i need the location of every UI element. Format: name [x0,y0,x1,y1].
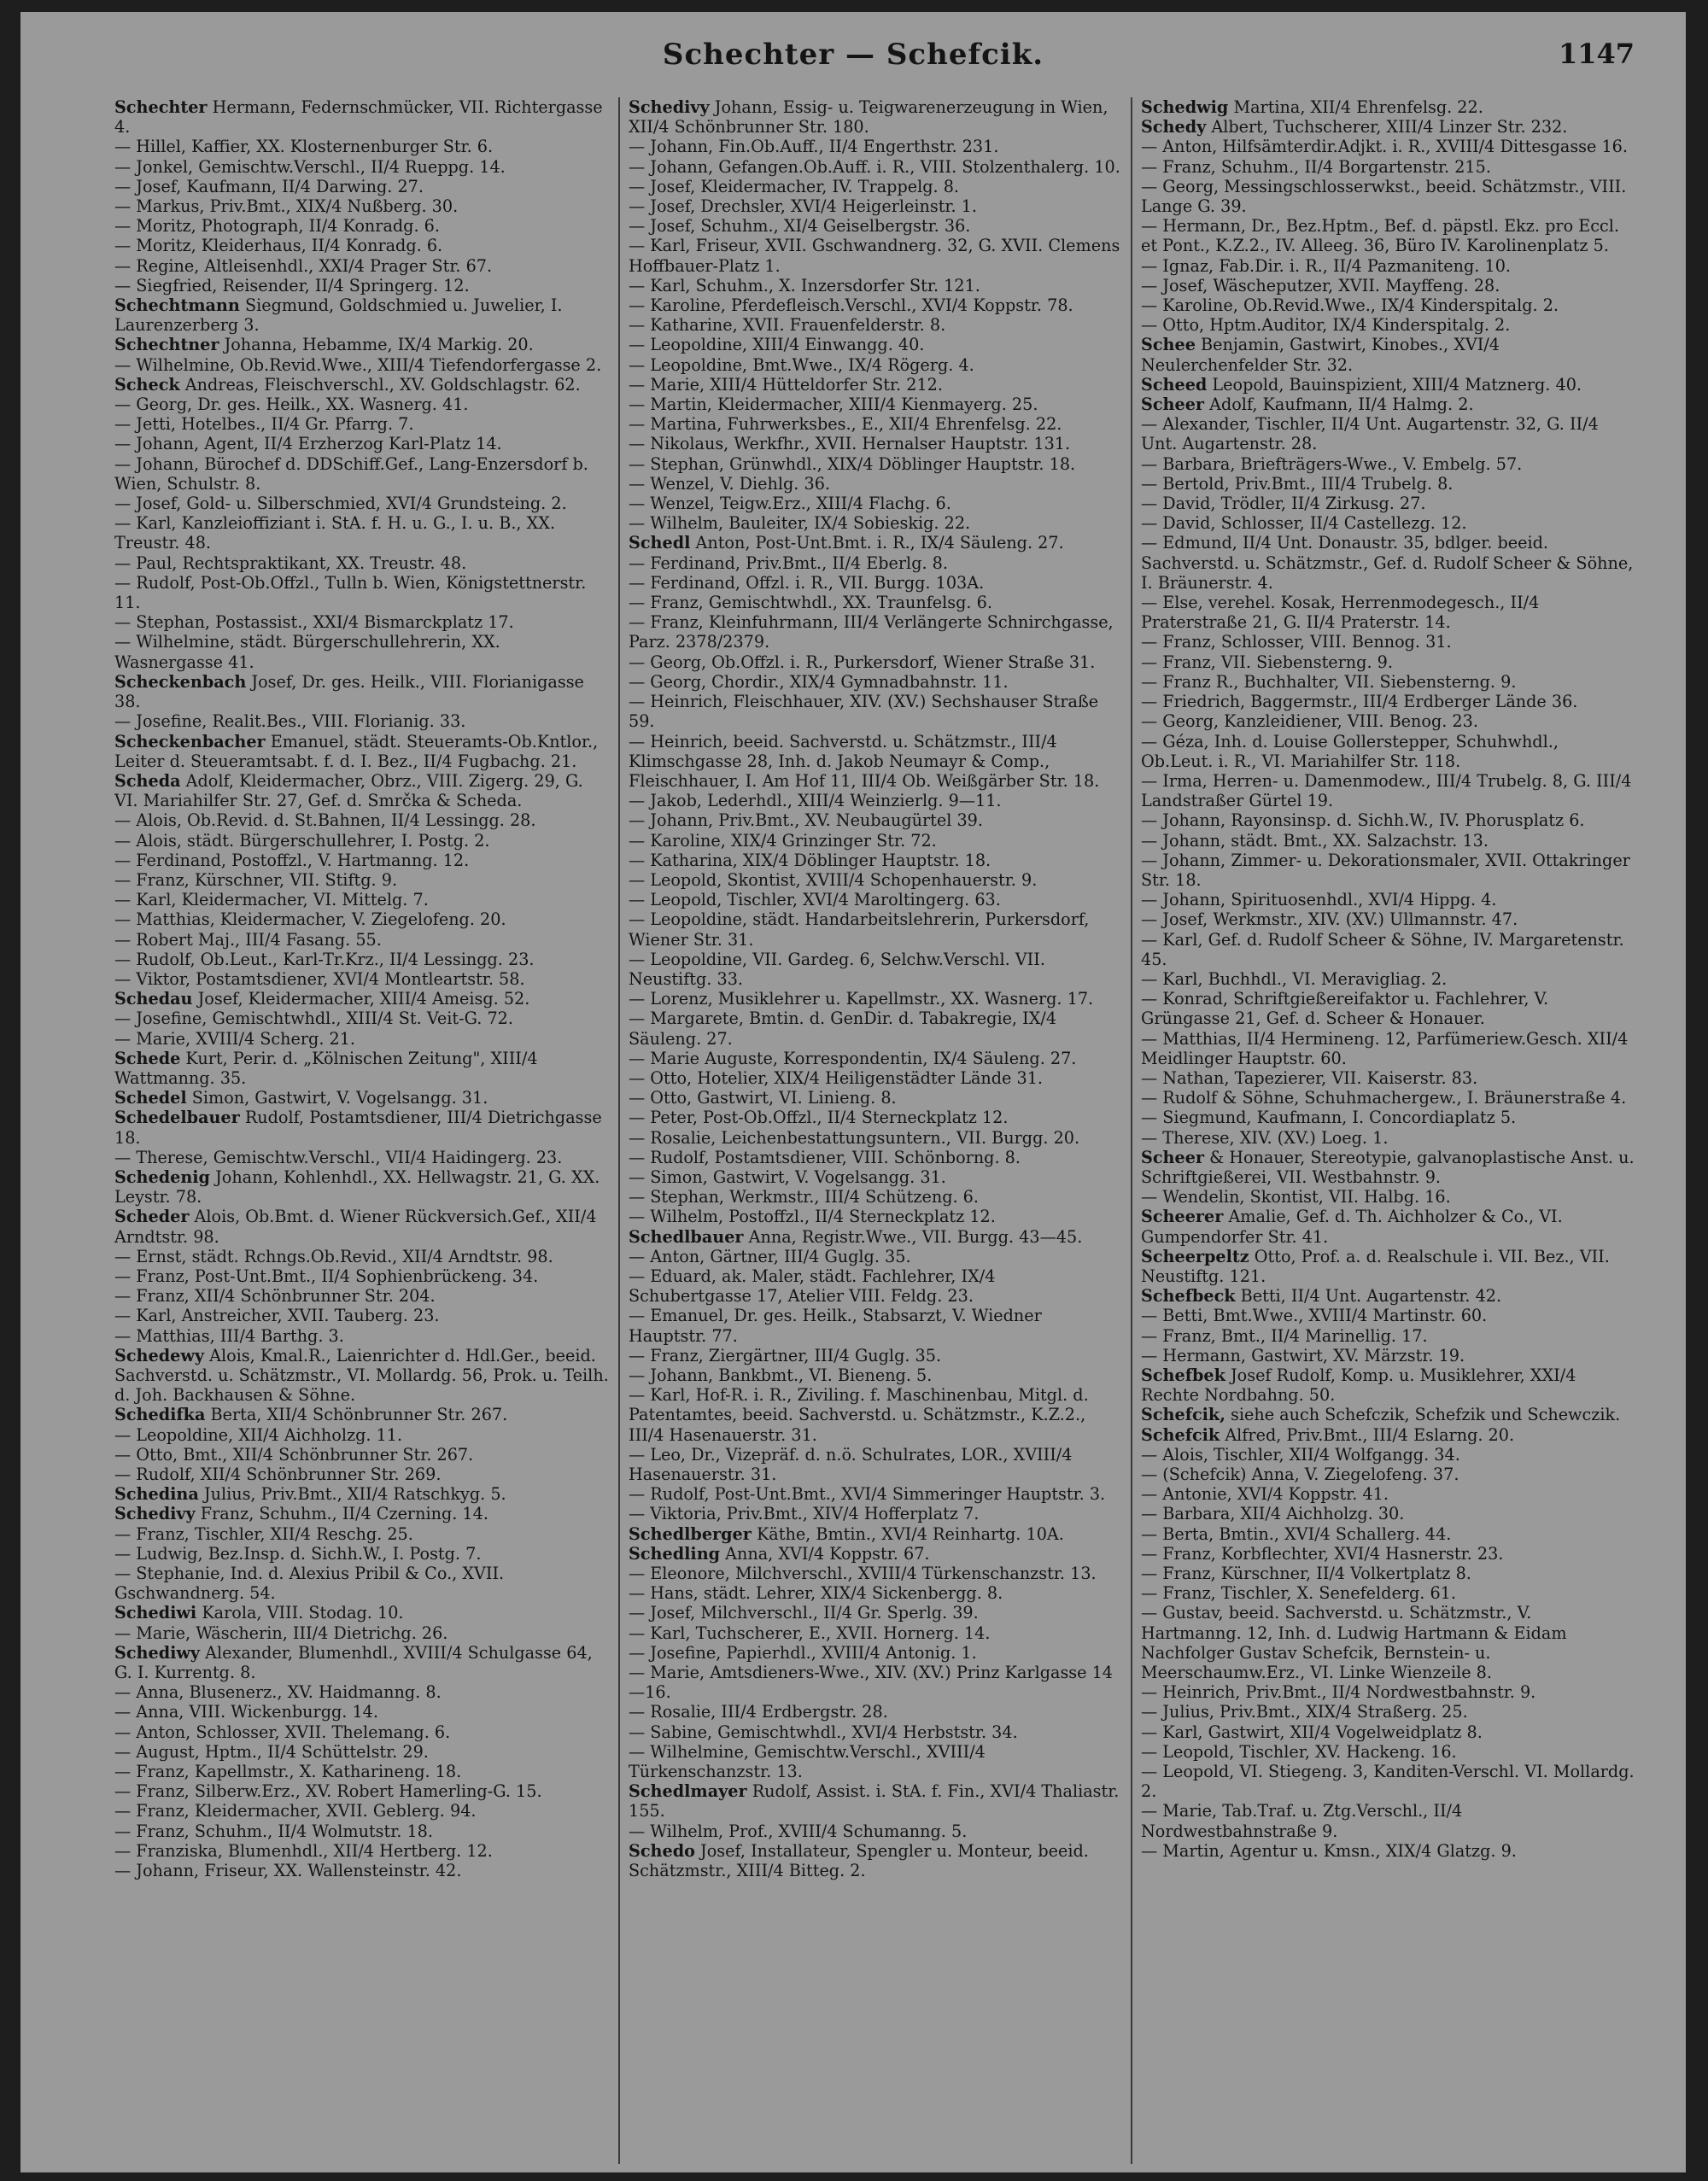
directory-entry: Schedl Anton, Post-Unt.Bmt. i. R., IX/4 Säuleng. 27. [629,533,1064,553]
directory-entry: — Franz, Kürschner, II/4 Volkertplatz 8. [1141,1564,1471,1584]
directory-entry: — Johann, Priv.Bmt., XV. Neubaugürtel 39. [629,810,983,831]
directory-entry: — Leopoldine, VII. Gardeg. 6, Selchw.Verschl. VII. Neustiftg. 33. [629,949,1045,989]
directory-entry: — Katharine, XVII. Frauenfelderstr. 8. [629,315,946,336]
directory-entry: — Franz R., Buchhalter, VII. Siebensterng. 9. [1141,671,1517,692]
directory-entry: — Alois, Tischler, XII/4 Wolfgangg. 34. [1141,1444,1460,1465]
directory-entry: — Berta, Bmtin., XVI/4 Schallerg. 44. [1141,1523,1452,1544]
directory-entry: — Siegfried, Reisender, II/4 Springerg. 12. [114,275,470,295]
directory-entry: — Anton, Hilfsämterdir.Adjkt. i. R., XVIII/4 Dittesgasse 16. [1141,137,1628,157]
directory-entry: — Antonie, XVI/4 Koppstr. 41. [1141,1484,1389,1505]
directory-entry: Schedenig Johann, Kohlenhdl., XX. Hellwagstr. 21, G. XX. Leystr. 78. [114,1167,600,1207]
directory-entry: — Else, verehel. Kosak, Herrenmodegesch., II/4 Praterstraße 21, G. II/4 Praterstr. 14. [1141,593,1540,633]
directory-entry: — Ludwig, Bez.Insp. d. Sichh.W., I. Postg. 7. [114,1543,482,1564]
directory-entry: — Wilhelm, Postoffzl., II/4 Sterneckplatz 12. [629,1207,996,1227]
directory-entry: — Karl, Anstreicher, XVII. Tauberg. 23. [114,1306,440,1326]
directory-entry: — Josef, Werkmstr., XIV. (XV.) Ullmannstr. 47. [1141,909,1518,930]
directory-entry: — Franziska, Blumenhdl., XII/4 Hertberg. 12. [114,1840,493,1861]
directory-entry: Schedwig Martina, XII/4 Ehrenfelsg. 22. [1141,97,1483,117]
directory-entry: — Johann, Friseur, XX. Wallensteinstr. 42. [114,1861,462,1881]
directory-entry: Scheck Andreas, Fleischverschl., XV. Goldschlagstr. 62. [114,374,581,395]
directory-entry: — Katharina, XIX/4 Döblinger Hauptstr. 18. [629,850,991,870]
directory-entry: Scheer & Honauer, Stereotypie, galvanoplastische Anst. u. Schriftgießerei, VII. Westbahnstr. 9. [1141,1147,1635,1187]
directory-entry: Schechter Hermann, Federnschmücker, VII. Richtergasse 4. [114,97,603,137]
directory-entry: — Martina, Fuhrwerksbes., E., XII/4 Ehrenfelsg. 22. [629,414,1062,435]
directory-entry: Scheckenbach Josef, Dr. ges. Heilk., VIII. Florianigasse 38. [114,671,584,712]
directory-entry: — Géza, Inh. d. Louise Gollerstepper, Schuhwhdl., Ob.Leut. i. R., VI. Mariahilfer Str. 118. [1141,731,1559,771]
directory-entry: — Rosalie, Leichenbestattungsuntern., VII. Burgg. 20. [629,1127,1080,1148]
directory-entry: Schedau Josef, Kleidermacher, XIII/4 Ameisg. 52. [114,989,530,1009]
directory-entry: — Rudolf & Söhne, Schuhmachergew., I. Bräunerstraße 4. [1141,1088,1627,1108]
directory-entry: — Marie, Wäscherin, III/4 Dietrichg. 26. [114,1623,448,1643]
directory-entry: — Anton, Gärtner, III/4 Guglg. 35. [629,1246,911,1266]
directory-entry: — Karl, Buchhdl., VI. Meravigliag. 2. [1141,968,1448,989]
directory-entry: — Rudolf, Ob.Leut., Karl-Tr.Krz., II/4 Lessingg. 23. [114,949,535,969]
directory-entry: — Leopoldine, Bmt.Wwe., IX/4 Rögerg. 4. [629,354,974,375]
directory-entry: — Jetti, Hotelbes., II/4 Gr. Pfarrg. 7. [114,414,414,435]
column-3 [1131,97,1643,2164]
directory-entry: Scheerer Amalie, Gef. d. Th. Aichholzer & Co., VI. Gumpendorfer Str. 41. [1141,1207,1563,1247]
directory-entry: — Karl, Friseur, XVII. Gschwandnerg. 32, G. XVII. Clemens Hoffbauer-Platz 1. [629,236,1120,276]
directory-entry: Schechtner Johanna, Hebamme, IX/4 Markig. 20. [114,335,534,355]
directory-entry: — Leopold, Tischler, XVI/4 Maroltingerg. 63. [629,890,1001,910]
directory-entry: — Edmund, II/4 Unt. Donaustr. 35, bdlger. beeid. Sachverstd. u. Schätzmstr., Gef. d. Rudolf Scheer & Söhne, I. Bräunerstr. 4. [1141,533,1634,593]
directory-entry: — Jakob, Lederhdl., XIII/4 Weinzierlg. 9—11. [629,791,1002,811]
directory-entry: — Josef, Wäscheputzer, XVII. Mayffeng. 28. [1141,275,1500,295]
directory-entry: — Therese, Gemischtw.Verschl., VII/4 Haidingerg. 23. [114,1147,563,1167]
directory-entry: Schechtmann Siegmund, Goldschmied u. Juwelier, I. Laurenzerberg 3. [114,295,563,336]
directory-entry: Schedlbauer Anna, Registr.Wwe., VII. Burgg. 43—45. [629,1226,1083,1247]
directory-entry: Schefbek Josef Rudolf, Komp. u. Musiklehrer, XXI/4 Rechte Nordbahng. 50. [1141,1365,1576,1406]
directory-entry: — Johann, Gefangen.Ob.Auff. i. R., VIII. Stolzenthalerg. 10. [629,156,1120,177]
directory-entry: — Eduard, ak. Maler, städt. Fachlehrer, IX/4 Schubertgasse 17, Atelier VIII. Feldg. 23. [629,1266,996,1307]
directory-entry: — August, Hptm., II/4 Schüttelstr. 29. [114,1741,429,1762]
directory-entry: Schefbeck Betti, II/4 Unt. Augartenstr. 42. [1141,1286,1502,1307]
directory-entry: — Karl, Kanzleioffiziant i. StA. f. H. u. G., I. u. B., XX. Treustr. 48. [114,513,556,553]
directory-entry: — Georg, Kanzleidiener, VIII. Benog. 23. [1141,711,1478,732]
directory-entry: — Gustav, beeid. Sachverstd. u. Schätzmstr., V. Hartmanng. 12, Inh. d. Ludwig Hartmann & Eidam Nachfolger Gustav Schefcik, Bernstein- u. Meerschaumw.Erz., VI. Linke Wienzeile 8. [1141,1603,1567,1683]
directory-entry: — Franz, Schlosser, VIII. Bennog. 31. [1141,632,1452,652]
directory-entry: — Marie Auguste, Korrespondentin, IX/4 Säuleng. 27. [629,1048,1077,1068]
directory-entry: — Alois, städt. Bürgerschullehrer, I. Postg. 2. [114,830,490,851]
directory-entry: — Leopold, Tischler, XV. Hackeng. 16. [1141,1741,1457,1762]
directory-entry: — Wilhelm, Bauleiter, IX/4 Sobieskig. 22. [629,513,971,534]
directory-entry: — Josef, Kaufmann, II/4 Darwing. 27. [114,176,424,196]
directory-entry: Scheda Adolf, Kleidermacher, Obrz., VIII. Zigerg. 29, G. VI. Mariahilfer Str. 27, Gef. d. Smrčka & Scheda. [114,770,583,811]
directory-entry: — Leopold, Skontist, XVIII/4 Schopenhauerstr. 9. [629,869,1038,890]
directory-entry: Schedifka Berta, XII/4 Schönbrunner Str. 267. [114,1405,508,1425]
directory-entry: — Nikolaus, Werkfhr., XVII. Hernalser Hauptstr. 131. [629,434,1071,454]
directory-entry: — Johann, Bürochef d. DDSchiff.Gef., Lang-Enzersdorf b. Wien, Schulstr. 8. [114,453,588,494]
directory-entry: — Ignaz, Fab.Dir. i. R., II/4 Pazmaniteng. 10. [1141,255,1512,276]
directory-entry: — David, Trödler, II/4 Zirkusg. 27. [1141,494,1426,514]
directory-entry: — Karl, Kleidermacher, VI. Mittelg. 7. [114,890,429,910]
directory-entry: — Eleonore, Milchverschl., XVIII/4 Türkenschanzstr. 13. [629,1564,1097,1584]
directory-entry: — Ernst, städt. Rchngs.Ob.Revid., XII/4 Arndtstr. 98. [114,1246,553,1266]
directory-entry: — Johann, Zimmer- u. Dekorationsmaler, XVII. Ottakringer Str. 18. [1141,850,1630,890]
directory-entry: — Wenzel, Teigw.Erz., XIII/4 Flachg. 6. [629,494,951,514]
directory-entry: — Josefine, Papierhdl., XVIII/4 Antonig. 1. [629,1642,977,1663]
directory-entry: — Wendelin, Skontist, VII. Halbg. 16. [1141,1187,1451,1207]
directory-entry: Schedivy Johann, Essig- u. Teigwarenerzeugung in Wien, XII/4 Schönbrunner Str. 180. [629,97,1108,137]
directory-entry: Scheder Alois, Ob.Bmt. d. Wiener Rückversich.Gef., XII/4 Arndtstr. 98. [114,1207,597,1247]
directory-entry: — Leo, Dr., Vizepräf. d. n.ö. Schulrates, LOR., XVIII/4 Hasenauerstr. 31. [629,1444,1073,1485]
directory-entry: Schefcik Alfred, Priv.Bmt., III/4 Eslarng. 20. [1141,1424,1515,1445]
directory-entry: — Franz, Schuhm., II/4 Wolmutstr. 18. [114,1821,433,1841]
directory-entry: — Otto, Hptm.Auditor, IX/4 Kinderspitalg. 2. [1141,315,1511,336]
directory-entry: — Heinrich, beeid. Sachverstd. u. Schätzmstr., III/4 Klimschgasse 28, Inh. d. Jakob Neumayr & Comp., Fleischhauer, I. Am Hof 11, III/4 Ob. Weißgärber Str. 18. [629,731,1100,791]
directory-entry: — Otto, Hotelier, XIX/4 Heiligenstädter Lände 31. [629,1067,1043,1088]
directory-entry: — Betti, Bmt.Wwe., XVIII/4 Martinstr. 60. [1141,1306,1488,1326]
directory-entry: — Franz, Tischler, X. Senefelderg. 61. [1141,1583,1456,1604]
directory-entry: — Josef, Drechsler, XVI/4 Heigerleinstr. 1. [629,196,977,217]
directory-entry: Schedlberger Käthe, Bmtin., XVI/4 Reinhartg. 10A. [629,1523,1064,1544]
directory-entry: — Leopoldine, XIII/4 Einwangg. 40. [629,335,925,355]
page-number: 1147 [1558,38,1635,70]
directory-entry: — Wenzel, V. Diehlg. 36. [629,473,831,494]
directory-entry: — Stephan, Grünwhdl., XIX/4 Döblinger Hauptstr. 18. [629,453,1076,474]
directory-entry: — Alois, Ob.Revid. d. St.Bahnen, II/4 Lessingg. 28. [114,810,536,831]
directory-entry: Schediwy Alexander, Blumenhdl., XVIII/4 Schulgasse 64, G. I. Kurrentg. 8. [114,1642,593,1683]
directory-entry: — Rudolf, XII/4 Schönbrunner Str. 269. [114,1465,442,1485]
directory-entry: — Viktor, Postamtsdiener, XVI/4 Montleartstr. 58. [114,968,525,989]
directory-entry: — Hillel, Kaffier, XX. Klosternenburger Str. 6. [114,137,494,157]
directory-entry: — Franz, Kapellmstr., X. Katharineng. 18. [114,1762,462,1782]
directory-entry: — Franz, Ziergärtner, III/4 Guglg. 35. [629,1345,942,1365]
directory-entry: — Matthias, II/4 Hermineng. 12, Parfümeriew.Gesch. XII/4 Meidlinger Hauptstr. 60. [1141,1028,1629,1068]
directory-entry: Schedel Simon, Gastwirt, V. Vogelsangg. 31. [114,1088,488,1108]
directory-entry: — Georg, Ob.Offzl. i. R., Purkersdorf, Wiener Straße 31. [629,652,1096,672]
directory-entry: — Anna, VIII. Wickenburgg. 14. [114,1702,378,1722]
directory-entry: — Otto, Gastwirt, VI. Linieng. 8. [629,1088,897,1108]
directory-entry: — Franz, Gemischtwhdl., XX. Traunfelsg. 6. [629,593,992,613]
directory-entry: — Paul, Rechtspraktikant, XX. Treustr. 48. [114,553,467,573]
directory-entry: — Markus, Priv.Bmt., XIX/4 Nußberg. 30. [114,196,459,217]
directory-entry: — Franz, Post-Unt.Bmt., II/4 Sophienbrückeng. 34. [114,1266,539,1286]
directory-entry: — Josef, Schuhm., XI/4 Geiselbergstr. 36. [629,216,971,237]
directory-entry: — Otto, Bmt., XII/4 Schönbrunner Str. 267. [114,1444,474,1465]
directory-entry: — Stephan, Werkmstr., III/4 Schützeng. 6. [629,1187,979,1207]
directory-entry: — Matthias, III/4 Barthg. 3. [114,1325,344,1346]
directory-entry: — Barbara, XII/4 Aichholzg. 30. [1141,1504,1405,1524]
directory-entry: — Karl, Hof-R. i. R., Ziviling. f. Maschinenbau, Mitgl. d. Patentamtes, beeid. Sachverstd. u. Schätzmstr., K.Z.2., III/4 Hasenauerstr. 31. [629,1385,1089,1445]
directory-entry: — Lorenz, Musiklehrer u. Kapellmstr., XX. Wasnerg. 17. [629,989,1094,1009]
directory-entry: — Robert Maj., III/4 Fasang. 55. [114,929,382,950]
directory-entry: — Hermann, Dr., Bez.Hptm., Bef. d. päpstl. Ekz. pro Eccl. et Pont., K.Z.2., IV. Alleeg. 36, Büro IV. Karolinenplatz 5. [1141,216,1619,256]
directory-entry: — Anna, Blusenerz., XV. Haidmanng. 8. [114,1682,442,1703]
directory-entry: — Jonkel, Gemischtw.Verschl., II/4 Rueppg. 14. [114,156,506,177]
directory-entry: — Anton, Schlosser, XVII. Thelemang. 6. [114,1722,451,1742]
directory-entry: Schee Benjamin, Gastwirt, Kinobes., XVI/4 Neulerchenfelder Str. 32. [1141,335,1500,375]
directory-entry: — Leopoldine, XII/4 Aichholzg. 11. [114,1424,403,1445]
directory-entry: — Franz, XII/4 Schönbrunner Str. 204. [114,1286,436,1307]
directory-entry: — Stephan, Postassist., XXI/4 Bismarckplatz 17. [114,612,514,633]
directory-entry: — Wilhelmine, städt. Bürgerschullehrerin, XX. Wasnergasse 41. [114,632,500,672]
directory-entry: — Karl, Schuhm., X. Inzersdorfer Str. 121. [629,275,980,295]
directory-entry: — (Schefcik) Anna, V. Ziegelofeng. 37. [1141,1465,1459,1485]
directory-entry: — Franz, Korbflechter, XVI/4 Hasnerstr. 23. [1141,1543,1504,1564]
directory-entry: — Karl, Gastwirt, XII/4 Vogelweidplatz 8. [1141,1722,1483,1742]
directory-entry: — Rudolf, Post-Unt.Bmt., XVI/4 Simmeringer Hauptstr. 3. [629,1484,1106,1505]
directory-entry: Scheckenbacher Emanuel, städt. Steueramts-Ob.Kntlor., Leiter d. Steueramtsabt. f. d. I. Bez., II/4 Fugbachg. 21. [114,731,599,771]
directory-entry: Schediwi Karola, VIII. Stodag. 10. [114,1603,404,1623]
directory-entry: — Moritz, Photograph, II/4 Konradg. 6. [114,216,440,237]
directory-entry: — Julius, Priv.Bmt., XIX/4 Straßerg. 25. [1141,1702,1468,1722]
column-1 [106,97,618,2164]
directory-entry: — Rosalie, III/4 Erdbergstr. 28. [629,1702,888,1722]
directory-entry: — Heinrich, Priv.Bmt., II/4 Nordwestbahnstr. 9. [1141,1682,1536,1703]
columns [106,97,1660,2164]
directory-entry: — Ferdinand, Priv.Bmt., II/4 Eberlg. 8. [629,553,948,573]
directory-entry: Schedewy Alois, Kmal.R., Laienrichter d. Hdl.Ger., beeid. Sachverstd. u. Schätzmstr., VI. Mollardg. 56, Prok. u. Teilh. d. Joh. Backhausen & Söhne. [114,1345,609,1406]
directory-entry: — Josefine, Realit.Bes., VIII. Florianig. 33. [114,711,466,732]
directory-entry: Schedy Albert, Tuchscherer, XIII/4 Linzer Str. 232. [1141,117,1568,137]
directory-entry: Scheer Adolf, Kaufmann, II/4 Halmg. 2. [1141,395,1474,415]
directory-entry: — Moritz, Kleiderhaus, II/4 Konradg. 6. [114,236,443,256]
directory-entry: — Siegmund, Kaufmann, I. Concordiaplatz 5. [1141,1108,1517,1128]
directory-entry: Schedling Anna, XVI/4 Koppstr. 67. [629,1543,930,1564]
directory-entry: — Franz, VII. Siebensterng. 9. [1141,652,1393,672]
directory-entry: — Therese, XIV. (XV.) Loeg. 1. [1141,1127,1389,1148]
directory-entry: — Johann, Spirituosenhdl., XVI/4 Hippg. 4. [1141,890,1497,910]
directory-entry: — Regine, Altleisenhdl., XXI/4 Prager Str. 67. [114,255,493,276]
directory-entry: — Wilhelm, Prof., XVIII/4 Schumanng. 5. [629,1821,968,1841]
directory-entry: — Karoline, Ob.Revid.Wwe., IX/4 Kinderspitalg. 2. [1141,295,1559,316]
directory-entry: — Karl, Gef. d. Rudolf Scheer & Söhne, IV. Margaretenstr. 45. [1141,929,1624,969]
directory-entry: Schedina Julius, Priv.Bmt., XII/4 Ratschkyg. 5. [114,1484,506,1505]
directory-entry: Schedlmayer Rudolf, Assist. i. StA. f. Fin., XVI/4 Thaliastr. 155. [629,1781,1120,1821]
directory-entry: — Barbara, Briefträgers-Wwe., V. Embelg. 57. [1141,453,1523,474]
directory-entry: — Leopold, VI. Stiegeng. 3, Kanditen-Verschl. VI. Mollardg. 2. [1141,1762,1635,1802]
directory-entry: Schedivy Franz, Schuhm., II/4 Czerning. 14. [114,1504,488,1524]
directory-entry: — Friedrich, Baggermstr., III/4 Erdberger Lände 36. [1141,692,1578,712]
directory-entry: Scheerpeltz Otto, Prof. a. d. Realschule i. VII. Bez., VII. Neustiftg. 121. [1141,1246,1610,1286]
directory-entry: — Wilhelmine, Ob.Revid.Wwe., XIII/4 Tiefendorfergasse 2. [114,354,602,375]
directory-entry: — Marie, Amtsdieners-Wwe., XIV. (XV.) Prinz Karlgasse 14—16. [629,1663,1114,1703]
directory-entry: — Nathan, Tapezierer, VII. Kaiserstr. 83. [1141,1067,1478,1088]
directory-entry: Scheed Leopold, Bauinspizient, XIII/4 Matznerg. 40. [1141,374,1582,395]
directory-entry: — Franz, Silberw.Erz., XV. Robert Hamerling-G. 15. [114,1781,542,1802]
directory-entry: Schedo Josef, Installateur, Spengler u. Monteur, beeid. Schätzmstr., XIII/4 Bitteg. 2. [629,1840,1089,1881]
directory-entry: — Rudolf, Post-Ob.Offzl., Tulln b. Wien, Königstettnerstr. 11. [114,572,587,613]
directory-entry: — Franz, Kürschner, VII. Stiftg. 9. [114,869,398,890]
directory-entry: — Marie, Tab.Traf. u. Ztg.Verschl., II/4 Nordwestbahnstraße 9. [1141,1801,1463,1841]
directory-entry: — Franz, Kleidermacher, XVII. Geblerg. 94. [114,1801,477,1821]
directory-entry: Schefcik, siehe auch Schefczik, Schefzik und Schewczik. [1141,1405,1621,1425]
directory-entry: — Josefine, Gemischtwhdl., XIII/4 St. Veit-G. 72. [114,1009,513,1029]
directory-entry: — Margarete, Bmtin. d. GenDir. d. Tabakregie, IX/4 Säuleng. 27. [629,1009,1057,1049]
directory-entry: — Karoline, XIX/4 Grinzinger Str. 72. [629,830,937,851]
directory-entry: — Johann, Agent, II/4 Erzherzog Karl-Platz 14. [114,434,502,454]
directory-entry: — Simon, Gastwirt, V. Vogelsangg. 31. [629,1167,946,1187]
directory-entry: — Josef, Milchverschl., II/4 Gr. Sperlg. 39. [629,1603,979,1623]
directory-entry: — Johann, Fin.Ob.Auff., II/4 Engerthstr. 231. [629,137,999,157]
directory-entry: — Bertold, Priv.Bmt., III/4 Trubelg. 8. [1141,473,1454,494]
directory-entry: — Peter, Post-Ob.Offzl., II/4 Sterneckplatz 12. [629,1108,1009,1128]
directory-entry: Schedelbauer Rudolf, Postamtsdiener, III/4 Dietrichgasse 18. [114,1108,602,1148]
directory-entry: — Hans, städt. Lehrer, XIX/4 Sickenbergg. 8. [629,1583,1003,1604]
directory-entry: — Franz, Tischler, XII/4 Reschg. 25. [114,1523,413,1544]
directory-entry: — Georg, Dr. ges. Heilk., XX. Wasnerg. 41. [114,395,469,415]
directory-entry: — Heinrich, Fleischhauer, XIV. (XV.) Sechshauser Straße 59. [629,692,1099,732]
directory-entry: — Franz, Bmt., II/4 Marinellig. 17. [1141,1325,1428,1346]
directory-entry: — Marie, XVIII/4 Scherg. 21. [114,1028,356,1049]
directory-entry: — Martin, Agentur u. Kmsn., XIX/4 Glatzg. 9. [1141,1840,1517,1861]
directory-entry: — Franz, Kleinfuhrmann, III/4 Verlängerte Schnirchgasse, Parz. 2378/2379. [629,612,1114,652]
directory-entry: — Viktoria, Priv.Bmt., XIV/4 Hofferplatz 7. [629,1504,980,1524]
directory-entry: — Ferdinand, Postoffzl., V. Hartmanng. 12. [114,850,470,870]
directory-entry: — Leopoldine, städt. Handarbeitslehrerin, Purkersdorf, Wiener Str. 31. [629,909,1090,950]
directory-entry: — Johann, städt. Bmt., XX. Salzachstr. 13. [1141,830,1489,851]
directory-entry: — Hermann, Gastwirt, XV. Märzstr. 19. [1141,1345,1465,1365]
directory-entry: — Sabine, Gemischtwhdl., XVI/4 Herbststr. 34. [629,1722,1018,1742]
directory-entry: — Johann, Bankbmt., VI. Bieneng. 5. [629,1365,933,1385]
directory-entry: — Martin, Kleidermacher, XIII/4 Kienmayerg. 25. [629,395,1038,415]
directory-entry: — Matthias, Kleidermacher, V. Ziegelofeng. 20. [114,909,506,930]
directory-entry: — Rudolf, Postamtsdiener, VIII. Schönborng. 8. [629,1147,1021,1167]
directory-entry: — Johann, Rayonsinsp. d. Sichh.W., IV. Phorusplatz 6. [1141,810,1585,831]
directory-entry: — Georg, Messingschlosserwkst., beeid. Schätzmstr., VIII. Lange G. 39. [1141,176,1627,217]
directory-page [20,12,1686,2172]
page-title: Schechter — Schefcik. [662,38,1044,72]
directory-entry: — Alexander, Tischler, II/4 Unt. Augartenstr. 32, G. II/4 Unt. Augartenstr. 28. [1141,414,1599,454]
directory-entry: — Karl, Tuchscherer, E., XVII. Hornerg. 14. [629,1623,991,1643]
directory-entry: — Wilhelmine, Gemischtw.Verschl., XVIII/4 Türkenschanzstr. 13. [629,1741,986,1782]
directory-entry: — Emanuel, Dr. ges. Heilk., Stabsarzt, V. Wiedner Hauptstr. 77. [629,1306,1042,1346]
directory-entry: Schede Kurt, Perir. d. „Kölnischen Zeitung", XIII/4 Wattmanng. 35. [114,1048,538,1088]
directory-entry: — Ferdinand, Offzl. i. R., VII. Burgg. 103A. [629,572,985,593]
directory-entry: — Georg, Chordir., XIX/4 Gymnadbahnstr. 11. [629,671,1009,692]
directory-entry: — Franz, Schuhm., II/4 Borgartenstr. 215. [1141,156,1491,177]
directory-entry: — Karoline, Pferdefleisch.Verschl., XVI/4 Koppstr. 78. [629,295,1073,316]
page-header [20,38,1686,89]
directory-entry: — Konrad, Schriftgießereifaktor u. Fachlehrer, V. Grüngasse 21, Gef. d. Scheer & Honauer. [1141,989,1549,1029]
directory-entry: — Irma, Herren- u. Damenmodew., III/4 Trubelg. 8, G. III/4 Landstraßer Gürtel 19. [1141,770,1632,811]
column-2 [618,97,1131,2164]
directory-entry: — David, Schlosser, II/4 Castellezg. 12. [1141,513,1467,534]
directory-entry: — Josef, Gold- u. Silberschmied, XVI/4 Grundsteing. 2. [114,494,567,514]
directory-entry: — Stephanie, Ind. d. Alexius Pribil & Co., XVII. Gschwandnerg. 54. [114,1564,505,1604]
directory-entry: — Josef, Kleidermacher, IV. Trappelg. 8. [629,176,960,196]
directory-entry: — Marie, XIII/4 Hütteldorfer Str. 212. [629,374,943,395]
